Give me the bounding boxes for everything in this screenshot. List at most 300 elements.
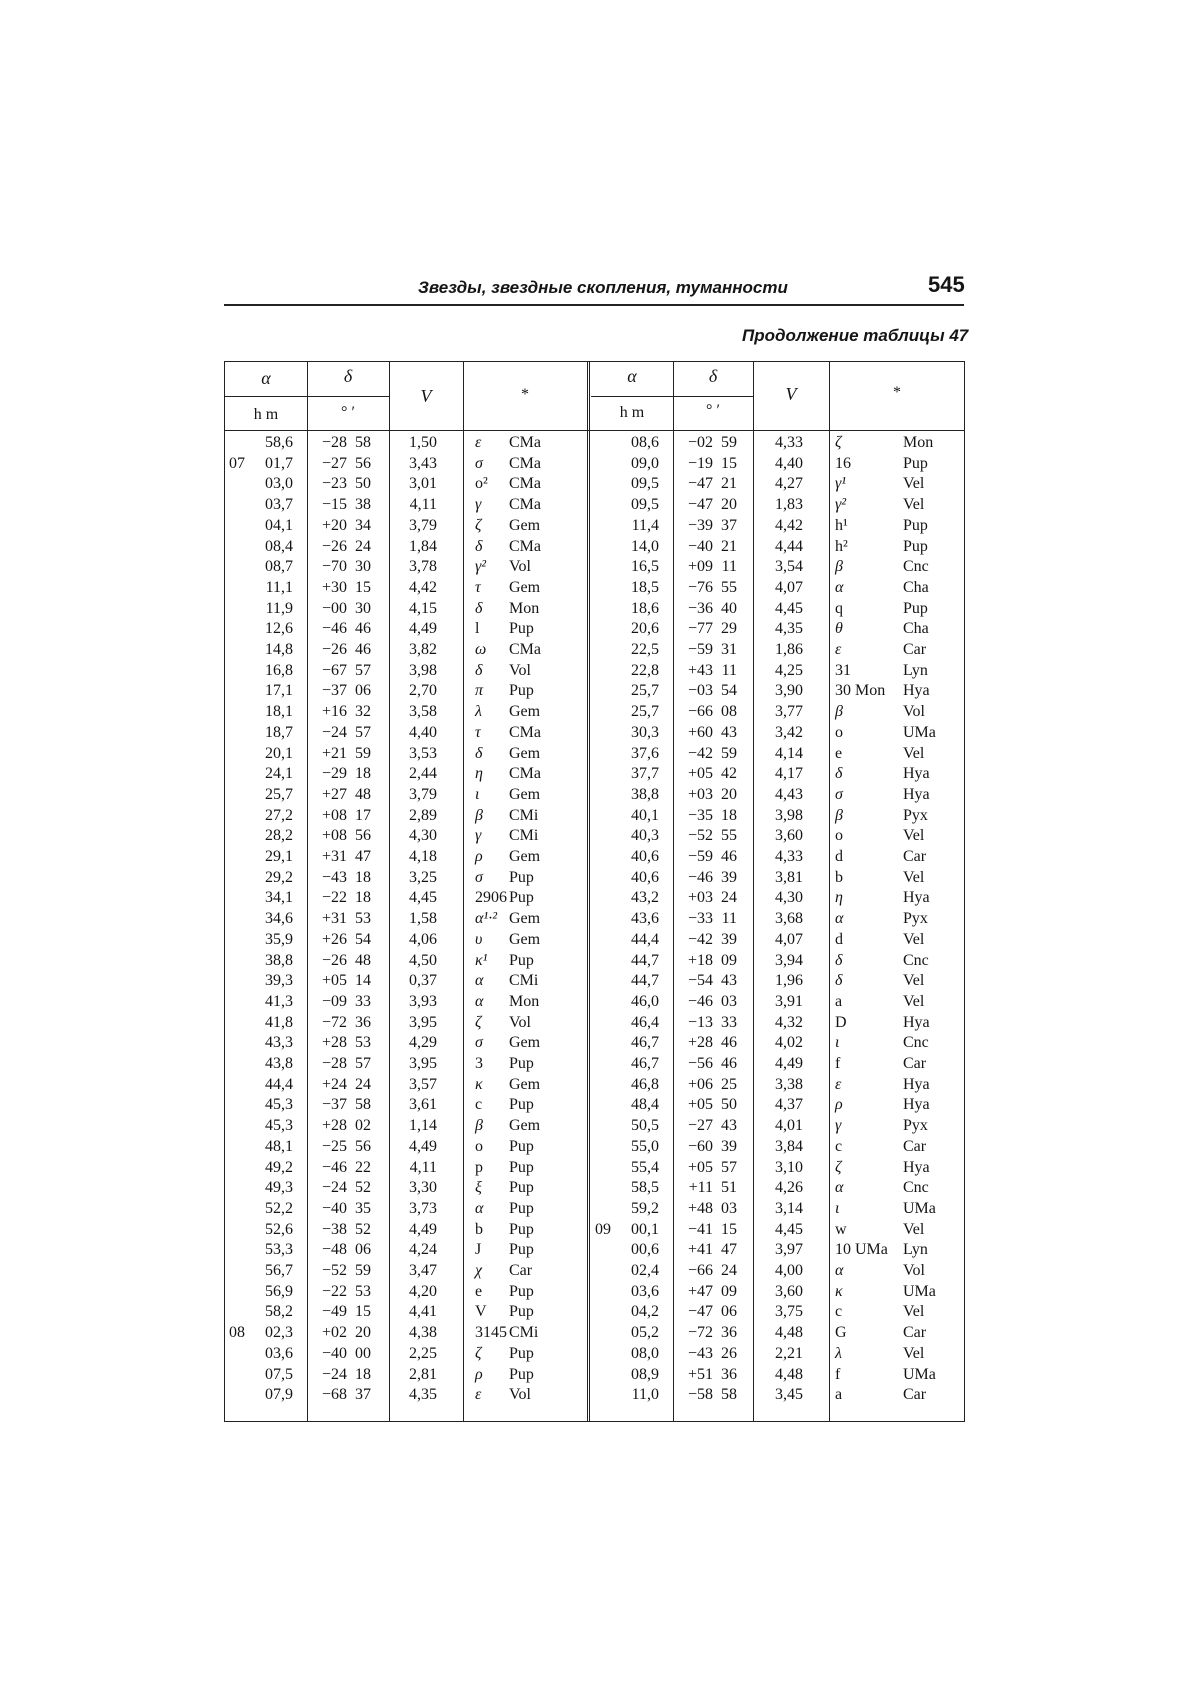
magnitude-cell: 3,54 xyxy=(775,558,803,576)
ra-minutes-cell: 43,3 xyxy=(265,1034,293,1052)
magnitude-cell: 4,29 xyxy=(409,1034,437,1052)
dec-degrees-cell: +05 xyxy=(321,972,347,990)
ra-minutes-cell: 18,1 xyxy=(265,703,293,721)
ra-minutes-cell: 50,5 xyxy=(631,1117,659,1135)
designation-cell: f xyxy=(835,1055,841,1072)
dec-arcmin-cell: 43 xyxy=(721,1117,737,1135)
table-row xyxy=(225,765,964,786)
dec-arcmin-cell: 18 xyxy=(721,806,737,824)
dec-degrees-cell: −49 xyxy=(321,1303,347,1321)
constellation-cell: Lyn xyxy=(903,1241,928,1259)
dec-arcmin-cell: 11 xyxy=(721,558,737,576)
designation-cell: δ xyxy=(835,972,843,990)
ra-minutes-cell: 08,9 xyxy=(631,1365,659,1383)
dec-arcmin-cell: 59 xyxy=(355,1262,371,1279)
dec-arcmin-cell: 06 xyxy=(721,1303,737,1321)
magnitude-cell: 4,33 xyxy=(775,434,803,451)
table-row xyxy=(225,1034,964,1055)
table-row xyxy=(225,931,964,952)
ra-hours-cell: 09 xyxy=(595,1220,611,1238)
table-row xyxy=(225,496,964,517)
dec-degrees-cell: −46 xyxy=(687,992,713,1010)
designation-cell: ι xyxy=(835,1034,840,1052)
constellation-cell: Vel xyxy=(903,1303,925,1321)
table-row xyxy=(225,1096,964,1117)
star-table xyxy=(224,361,965,1422)
table-row xyxy=(225,1138,964,1159)
dec-degrees-cell: −26 xyxy=(321,951,347,969)
designation-cell: c xyxy=(835,1137,843,1155)
designation-cell: ε xyxy=(835,641,842,658)
header-delta: δ xyxy=(343,366,353,386)
designation-cell: γ¹ xyxy=(835,475,847,493)
magnitude-cell: 4,43 xyxy=(775,785,803,803)
ra-minutes-cell: 55,4 xyxy=(631,1158,659,1176)
designation-cell: τ xyxy=(475,723,481,741)
table-row xyxy=(225,745,964,766)
constellation-cell: Pyx xyxy=(903,910,928,928)
constellation-cell: Vol xyxy=(903,1262,925,1279)
dec-arcmin-cell: 24 xyxy=(355,537,371,555)
designation-cell: ε xyxy=(475,434,482,451)
dec-degrees-cell: −46 xyxy=(687,868,713,886)
ra-minutes-cell: 14,8 xyxy=(265,641,293,658)
constellation-cell: Hya xyxy=(903,682,930,700)
table-row xyxy=(225,558,964,579)
magnitude-cell: 4,06 xyxy=(409,930,437,948)
magnitude-cell: 1,58 xyxy=(409,910,437,928)
constellation-cell: Pup xyxy=(509,682,534,700)
dec-degrees-cell: +28 xyxy=(687,1034,713,1052)
ra-minutes-cell: 11,0 xyxy=(631,1386,659,1404)
dec-degrees-cell: −29 xyxy=(321,765,347,783)
ra-minutes-cell: 00,6 xyxy=(631,1241,659,1259)
designation-cell: α xyxy=(475,992,484,1010)
dec-arcmin-cell: 50 xyxy=(355,475,371,493)
ra-minutes-cell: 05,2 xyxy=(631,1324,659,1342)
dec-arcmin-cell: 46 xyxy=(721,848,737,865)
designation-cell: υ xyxy=(475,930,483,948)
table-row xyxy=(225,455,964,476)
dec-arcmin-cell: 46 xyxy=(721,1034,737,1052)
dec-arcmin-cell: 57 xyxy=(721,1158,737,1176)
dec-degrees-cell: −40 xyxy=(321,1199,347,1217)
dec-degrees-cell: −27 xyxy=(687,1117,713,1135)
header-magnitude: V xyxy=(785,384,797,404)
dec-arcmin-cell: 57 xyxy=(355,723,371,741)
constellation-cell: Car xyxy=(903,1386,927,1404)
ra-minutes-cell: 55,0 xyxy=(631,1137,659,1155)
dec-arcmin-cell: 59 xyxy=(355,744,371,762)
constellation-cell: Hya xyxy=(903,1013,930,1031)
designation-cell: 3145 xyxy=(475,1324,507,1342)
magnitude-cell: 4,40 xyxy=(775,454,803,472)
magnitude-cell: 4,50 xyxy=(409,951,437,969)
dec-arcmin-cell: 36 xyxy=(721,1365,737,1383)
dec-arcmin-cell: 18 xyxy=(355,1365,371,1383)
constellation-cell: Hya xyxy=(903,1096,930,1114)
constellation-cell: Gem xyxy=(509,1075,541,1093)
ra-minutes-cell: 20,6 xyxy=(631,620,659,638)
ra-minutes-cell: 02,4 xyxy=(631,1262,659,1279)
constellation-cell: CMa xyxy=(509,475,541,493)
designation-cell: σ xyxy=(475,454,483,472)
header-rule xyxy=(224,304,964,306)
constellation-cell: Vol xyxy=(509,558,531,576)
designation-cell: η xyxy=(475,765,483,783)
ra-minutes-cell: 52,2 xyxy=(265,1199,293,1217)
magnitude-cell: 1,14 xyxy=(409,1117,437,1135)
dec-degrees-cell: +51 xyxy=(687,1365,713,1383)
dec-arcmin-cell: 46 xyxy=(355,620,371,638)
dec-arcmin-cell: 48 xyxy=(355,785,371,803)
designation-cell: β xyxy=(835,806,843,824)
constellation-cell: Pup xyxy=(903,599,928,617)
magnitude-cell: 3,93 xyxy=(409,992,437,1010)
magnitude-cell: 3,25 xyxy=(409,868,437,886)
dec-degrees-cell: +18 xyxy=(687,951,713,969)
dec-degrees-cell: +06 xyxy=(687,1075,713,1093)
designation-cell: q xyxy=(835,599,843,617)
dec-arcmin-cell: 29 xyxy=(721,620,737,638)
dec-degrees-cell: −66 xyxy=(687,1262,713,1279)
dec-arcmin-cell: 57 xyxy=(355,661,371,679)
dec-arcmin-cell: 46 xyxy=(355,641,371,658)
dec-degrees-cell: −72 xyxy=(687,1324,713,1342)
dec-degrees-cell: +16 xyxy=(321,703,347,721)
magnitude-cell: 4,24 xyxy=(409,1241,437,1259)
constellation-cell: Mon xyxy=(903,434,934,451)
ra-minutes-cell: 08,7 xyxy=(265,558,293,576)
ra-minutes-cell: 03,7 xyxy=(265,496,293,514)
magnitude-cell: 3,57 xyxy=(409,1075,437,1093)
dec-degrees-cell: −37 xyxy=(321,682,347,700)
magnitude-cell: 2,81 xyxy=(409,1365,437,1383)
constellation-cell: Gem xyxy=(509,744,541,762)
constellation-cell: Car xyxy=(903,1137,927,1155)
designation-cell: β xyxy=(475,1117,483,1135)
table-row xyxy=(225,1055,964,1076)
ra-minutes-cell: 48,4 xyxy=(631,1096,659,1114)
dec-degrees-cell: +08 xyxy=(321,827,347,845)
magnitude-cell: 3,82 xyxy=(409,641,437,658)
ra-minutes-cell: 18,7 xyxy=(265,723,293,741)
table-row xyxy=(225,475,964,496)
constellation-cell: Car xyxy=(509,1262,533,1279)
table-row xyxy=(225,1179,964,1200)
designation-cell: ξ xyxy=(475,1179,482,1197)
designation-cell: α xyxy=(835,578,844,596)
dec-arcmin-cell: 15 xyxy=(721,454,737,472)
running-title: Звезды, звездные скопления, туманности xyxy=(418,278,788,297)
dec-degrees-cell: −15 xyxy=(321,496,347,514)
ra-minutes-cell: 07,9 xyxy=(265,1386,293,1404)
table-row xyxy=(225,1159,964,1180)
magnitude-cell: 4,49 xyxy=(409,1137,437,1155)
magnitude-cell: 3,10 xyxy=(775,1158,803,1176)
dec-arcmin-cell: 39 xyxy=(721,930,737,948)
constellation-cell: Mon xyxy=(509,599,540,617)
ra-minutes-cell: 38,8 xyxy=(631,785,659,803)
dec-arcmin-cell: 59 xyxy=(721,434,737,451)
dec-degrees-cell: −43 xyxy=(687,1344,713,1362)
constellation-cell: Cha xyxy=(903,578,929,596)
constellation-cell: Pup xyxy=(509,1137,534,1155)
ra-minutes-cell: 49,2 xyxy=(265,1158,293,1176)
dec-degrees-cell: −48 xyxy=(321,1241,347,1259)
dec-degrees-cell: +05 xyxy=(687,1096,713,1114)
ra-minutes-cell: 46,7 xyxy=(631,1034,659,1052)
designation-cell: 2906 xyxy=(475,889,507,907)
table-row xyxy=(225,662,964,683)
magnitude-cell: 3,42 xyxy=(775,723,803,741)
dec-arcmin-cell: 35 xyxy=(355,1199,371,1217)
dec-arcmin-cell: 39 xyxy=(721,1137,737,1155)
dec-arcmin-cell: 33 xyxy=(355,992,371,1010)
magnitude-cell: 2,21 xyxy=(775,1344,803,1362)
magnitude-cell: 3,43 xyxy=(409,454,437,472)
dec-arcmin-cell: 24 xyxy=(721,889,737,907)
constellation-cell: Pup xyxy=(509,620,534,638)
magnitude-cell: 3,53 xyxy=(409,744,437,762)
designation-cell: δ xyxy=(475,599,483,617)
dec-arcmin-cell: 39 xyxy=(721,868,737,886)
designation-cell: ζ xyxy=(835,434,842,451)
header-delta-units: ° ′ xyxy=(706,402,720,419)
ra-minutes-cell: 39,3 xyxy=(265,972,293,990)
designation-cell: 3 xyxy=(475,1055,483,1072)
magnitude-cell: 4,45 xyxy=(775,599,803,617)
designation-cell: D xyxy=(835,1013,847,1031)
constellation-cell: CMi xyxy=(509,806,539,824)
table-row xyxy=(225,1303,964,1324)
constellation-cell: Vel xyxy=(903,827,925,845)
magnitude-cell: 2,44 xyxy=(409,765,437,783)
dec-degrees-cell: −24 xyxy=(321,1179,347,1197)
dec-arcmin-cell: 26 xyxy=(721,1344,737,1362)
dec-arcmin-cell: 06 xyxy=(355,682,371,700)
ra-minutes-cell: 00,1 xyxy=(631,1220,659,1238)
constellation-cell: Pup xyxy=(509,1241,534,1259)
table-row xyxy=(225,620,964,641)
designation-cell: γ xyxy=(835,1117,842,1135)
magnitude-cell: 4,30 xyxy=(775,889,803,907)
magnitude-cell: 3,61 xyxy=(409,1096,437,1114)
magnitude-cell: 2,25 xyxy=(409,1344,437,1362)
magnitude-cell: 4,37 xyxy=(775,1096,803,1114)
ra-minutes-cell: 03,6 xyxy=(631,1282,659,1300)
dec-degrees-cell: −67 xyxy=(321,661,347,679)
constellation-cell: Gem xyxy=(509,910,541,928)
ra-minutes-cell: 09,0 xyxy=(631,454,659,472)
dec-arcmin-cell: 55 xyxy=(721,578,737,596)
ra-minutes-cell: 01,7 xyxy=(265,454,293,472)
header-bottom-rule xyxy=(225,430,964,431)
dec-arcmin-cell: 43 xyxy=(721,723,737,741)
dec-arcmin-cell: 59 xyxy=(721,744,737,762)
ra-minutes-cell: 29,2 xyxy=(265,868,293,886)
dec-degrees-cell: +30 xyxy=(321,578,347,596)
designation-cell: b xyxy=(475,1220,483,1238)
dec-arcmin-cell: 53 xyxy=(355,1034,371,1052)
designation-cell: η xyxy=(835,889,843,907)
dec-arcmin-cell: 24 xyxy=(355,1075,371,1093)
designation-cell: π xyxy=(475,682,484,700)
dec-degrees-cell: +27 xyxy=(321,785,347,803)
designation-cell: o xyxy=(835,827,843,845)
ra-minutes-cell: 11,9 xyxy=(265,599,293,617)
dec-degrees-cell: −52 xyxy=(321,1262,347,1279)
dec-arcmin-cell: 17 xyxy=(355,806,371,824)
magnitude-cell: 4,41 xyxy=(409,1303,437,1321)
dec-degrees-cell: −39 xyxy=(687,516,713,534)
designation-cell: δ xyxy=(835,765,843,783)
dec-arcmin-cell: 06 xyxy=(355,1241,371,1259)
magnitude-cell: 4,27 xyxy=(775,475,803,493)
ra-minutes-cell: 03,6 xyxy=(265,1344,293,1362)
constellation-cell: Gem xyxy=(509,578,541,596)
designation-cell: δ xyxy=(835,951,843,969)
table-row xyxy=(225,869,964,890)
constellation-cell: Vel xyxy=(903,992,925,1010)
magnitude-cell: 3,14 xyxy=(775,1199,803,1217)
magnitude-cell: 3,38 xyxy=(775,1075,803,1093)
magnitude-cell: 3,79 xyxy=(409,785,437,803)
header-magnitude: V xyxy=(420,386,432,406)
designation-cell: ι xyxy=(475,785,480,803)
ra-minutes-cell: 11,4 xyxy=(631,516,659,534)
magnitude-cell: 4,35 xyxy=(409,1386,437,1404)
magnitude-cell: 3,91 xyxy=(775,992,803,1010)
designation-cell: α xyxy=(835,1262,844,1279)
dec-degrees-cell: −70 xyxy=(321,558,347,576)
dec-degrees-cell: +24 xyxy=(321,1075,347,1093)
ra-minutes-cell: 58,6 xyxy=(265,434,293,451)
magnitude-cell: 1,86 xyxy=(775,641,803,658)
magnitude-cell: 3,75 xyxy=(775,1303,803,1321)
constellation-cell: Pup xyxy=(903,454,928,472)
dec-degrees-cell: −68 xyxy=(321,1386,347,1404)
ra-minutes-cell: 34,1 xyxy=(265,889,293,907)
dec-degrees-cell: +05 xyxy=(687,765,713,783)
constellation-cell: UMa xyxy=(903,1199,936,1217)
ra-minutes-cell: 18,5 xyxy=(631,578,659,596)
constellation-cell: Pup xyxy=(509,868,534,886)
dec-arcmin-cell: 36 xyxy=(355,1013,371,1031)
designation-cell: w xyxy=(835,1220,847,1238)
constellation-cell: Vol xyxy=(509,661,531,679)
constellation-cell: Lyn xyxy=(903,661,928,679)
dec-arcmin-cell: 08 xyxy=(721,703,737,721)
dec-degrees-cell: −47 xyxy=(687,475,713,493)
constellation-cell: Cnc xyxy=(903,1179,929,1197)
dec-degrees-cell: −09 xyxy=(321,992,347,1010)
constellation-cell: Pup xyxy=(509,1282,534,1300)
dec-arcmin-cell: 56 xyxy=(355,454,371,472)
header-delta-units: ° ′ xyxy=(341,404,355,421)
designation-cell: V xyxy=(475,1303,487,1321)
designation-cell: λ xyxy=(475,703,482,721)
dec-arcmin-cell: 18 xyxy=(355,765,371,783)
magnitude-cell: 4,42 xyxy=(775,516,803,534)
magnitude-cell: 3,47 xyxy=(409,1262,437,1279)
magnitude-cell: 3,97 xyxy=(775,1241,803,1259)
constellation-cell: Gem xyxy=(509,930,541,948)
dec-arcmin-cell: 24 xyxy=(721,1262,737,1279)
ra-hours-cell: 08 xyxy=(229,1324,245,1342)
dec-arcmin-cell: 57 xyxy=(355,1055,371,1072)
designation-cell: σ xyxy=(475,868,483,886)
ra-minutes-cell: 25,7 xyxy=(631,682,659,700)
dec-arcmin-cell: 46 xyxy=(721,1055,737,1072)
magnitude-cell: 3,58 xyxy=(409,703,437,721)
designation-cell: δ xyxy=(475,537,483,555)
dec-degrees-cell: −58 xyxy=(687,1386,713,1404)
dec-degrees-cell: −59 xyxy=(687,848,713,865)
ra-minutes-cell: 20,1 xyxy=(265,744,293,762)
dec-degrees-cell: +08 xyxy=(321,806,347,824)
magnitude-cell: 3,60 xyxy=(775,1282,803,1300)
table-row xyxy=(225,952,964,973)
dec-degrees-cell: −24 xyxy=(321,1365,347,1383)
designation-cell: α xyxy=(835,910,844,928)
magnitude-cell: 1,50 xyxy=(409,434,437,451)
dec-degrees-cell: −76 xyxy=(687,578,713,596)
ra-minutes-cell: 22,8 xyxy=(631,661,659,679)
dec-degrees-cell: +47 xyxy=(687,1282,713,1300)
magnitude-cell: 4,11 xyxy=(409,496,437,514)
dec-arcmin-cell: 32 xyxy=(355,703,371,721)
designation-cell: ε xyxy=(475,1386,482,1404)
magnitude-cell: 4,01 xyxy=(775,1117,803,1135)
designation-cell: o xyxy=(835,723,843,741)
constellation-cell: Hya xyxy=(903,785,930,803)
dec-arcmin-cell: 42 xyxy=(721,765,737,783)
magnitude-cell: 4,11 xyxy=(409,1158,437,1176)
dec-arcmin-cell: 58 xyxy=(721,1386,737,1404)
magnitude-cell: 3,94 xyxy=(775,951,803,969)
dec-degrees-cell: −72 xyxy=(321,1013,347,1031)
ra-minutes-cell: 41,8 xyxy=(265,1013,293,1031)
magnitude-cell: 3,68 xyxy=(775,910,803,928)
designation-cell: ρ xyxy=(475,848,483,865)
constellation-cell: Cha xyxy=(903,620,929,638)
constellation-cell: Pyx xyxy=(903,806,928,824)
table-row xyxy=(225,1221,964,1242)
magnitude-cell: 2,89 xyxy=(409,806,437,824)
constellation-cell: Hya xyxy=(903,1158,930,1176)
magnitude-cell: 3,30 xyxy=(409,1179,437,1197)
designation-cell: κ xyxy=(475,1075,483,1093)
magnitude-cell: 3,78 xyxy=(409,558,437,576)
ra-minutes-cell: 56,9 xyxy=(265,1282,293,1300)
ra-minutes-cell: 16,5 xyxy=(631,558,659,576)
ra-minutes-cell: 44,4 xyxy=(631,930,659,948)
magnitude-cell: 4,07 xyxy=(775,578,803,596)
dec-degrees-cell: −00 xyxy=(321,599,347,617)
constellation-cell: Vel xyxy=(903,930,925,948)
magnitude-cell: 4,26 xyxy=(775,1179,803,1197)
magnitude-cell: 4,45 xyxy=(775,1220,803,1238)
ra-minutes-cell: 30,3 xyxy=(631,723,659,741)
dec-arcmin-cell: 30 xyxy=(355,558,371,576)
magnitude-cell: 4,49 xyxy=(409,1220,437,1238)
magnitude-cell: 0,37 xyxy=(409,972,437,990)
constellation-cell: Vel xyxy=(903,744,925,762)
ra-minutes-cell: 08,0 xyxy=(631,1344,659,1362)
constellation-cell: Pup xyxy=(509,1158,534,1176)
table-row xyxy=(225,1200,964,1221)
